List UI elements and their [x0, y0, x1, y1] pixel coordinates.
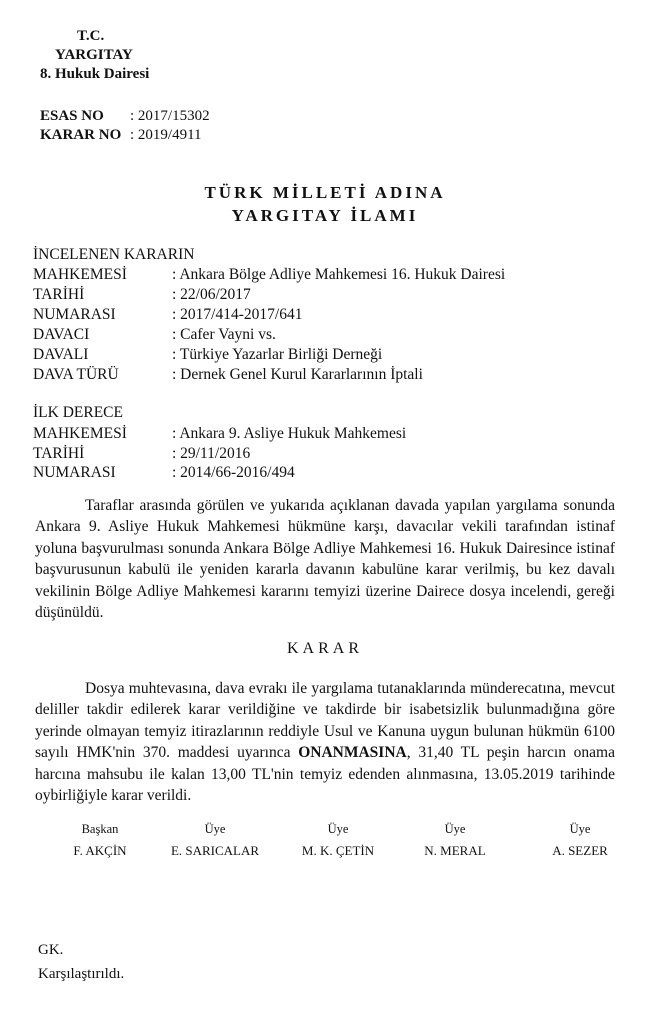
reviewed-value: : Ankara Bölge Adliye Mahkemesi 16. Hukuk Dairesi [172, 266, 506, 283]
signature-name: A. SEZER [552, 843, 608, 858]
reviewed-label: DAVA TÜRÜ [33, 366, 119, 383]
header-court: YARGITAY [55, 47, 133, 63]
reviewed-label: TARİHİ [33, 286, 85, 303]
first-instance-value: : Ankara 9. Asliye Hukuk Mahkemesi [172, 425, 407, 442]
signature-block [288, 818, 388, 862]
first-instance-value: : 29/11/2016 [172, 445, 251, 462]
reviewed-value: : Dernek Genel Kurul Kararlarının İptali [172, 366, 423, 383]
decision-paragraph [35, 678, 615, 806]
reviewed-value: : Cafer Vayni vs. [172, 326, 276, 343]
decision-text-bold: ONANMASINA [298, 744, 407, 762]
first-instance-label: TARİHİ [33, 445, 85, 462]
signature-block [60, 818, 140, 862]
decision-text-after: , 31,40 TL peşin harcın onama harcına mahsubu ile kalan 13,00 TL'nin temyiz edenden alınmasına, 13.05.2019 tarihinde oybirliğiyle karar verildi. [35, 744, 615, 805]
first-instance-value: : 2014/66-2016/494 [172, 464, 295, 481]
decision-heading: KARAR [286, 640, 363, 657]
decision-text-before: Dosya muhtevasına, dava evrakı ile yargılama tutanaklarında münderecatına, mevcut deliller takdir edilerek karar verildiğine ve takdirde bir isabetsizlik bulunmadığına göre yerinde olmayan temyiz itirazlarının reddiyle Usul ve Kanuna uygun bulunan hükmün 6100 sayılı HMK'nin 370. maddesi uyarınca [35, 680, 615, 762]
signature-name: M. K. ÇETİN [301, 843, 375, 858]
intro-paragraph [35, 495, 615, 623]
reviewed-label: DAVALI [33, 346, 89, 363]
footer-initials: GK. [38, 942, 64, 958]
reviewed-heading: İNCELENEN KARARIN [33, 246, 195, 263]
header-chamber: 8. Hukuk Dairesi [40, 66, 150, 82]
karar-value: : 2019/4911 [130, 127, 202, 143]
reviewed-label: DAVACI [33, 326, 90, 343]
signature-role: Üye [444, 822, 466, 836]
first-instance-heading: İLK DERECE [33, 404, 123, 421]
first-instance-label: NUMARASI [33, 464, 116, 481]
reviewed-value: : 2017/414-2017/641 [172, 306, 303, 323]
signature-name: F. AKÇİN [73, 843, 127, 858]
intro-paragraph-text: Taraflar arasında görülen ve yukarıda açıklanan davada yapılan yargılama sonunda Ankara 9. Asliye Hukuk Mahkemesi hükmüne karşı, davacılar vekili tarafından istinaf yoluna başvurulması sonunda Ankara Bölge Adliye Mahkemesi 16. Hukuk Dairesince istinaf başvurusunun kabulü ile yeniden kararla davanın kabulüne karar verilmiş, bu kez davalı vekilinin Bölge Adliye Mahkemesi kararını temyizi üzerine Dairece dosya incelendi, gereği düşünüldü. [35, 497, 615, 622]
header-tc: T.C. [77, 28, 105, 44]
reviewed-label: NUMARASI [33, 306, 116, 323]
signature-name: E. SARICALAR [170, 843, 260, 858]
footer-note: Karşılaştırıldı. [38, 966, 125, 982]
signature-role: Üye [204, 822, 226, 836]
signature-role: Üye [569, 822, 591, 836]
first-instance-label: MAHKEMESİ [33, 425, 127, 442]
signature-block [540, 818, 620, 862]
esas-label: ESAS NO [40, 108, 104, 124]
karar-label: KARAR NO [40, 127, 122, 143]
reviewed-value: : Türkiye Yazarlar Birliği Derneği [172, 346, 383, 363]
signature-block [415, 818, 495, 862]
decision-paragraph-text [35, 678, 615, 806]
title-line-2: YARGITAY İLAMI [231, 206, 419, 225]
signature-role: Başkan [81, 822, 119, 836]
signature-role: Üye [327, 822, 349, 836]
title-line-1: TÜRK MİLLETİ ADINA [204, 183, 446, 202]
signature-block [160, 818, 270, 862]
reviewed-value: : 22/06/2017 [172, 286, 251, 303]
signature-name: N. MERAL [424, 843, 486, 858]
reviewed-label: MAHKEMESİ [33, 266, 127, 283]
esas-value: : 2017/15302 [130, 108, 210, 124]
